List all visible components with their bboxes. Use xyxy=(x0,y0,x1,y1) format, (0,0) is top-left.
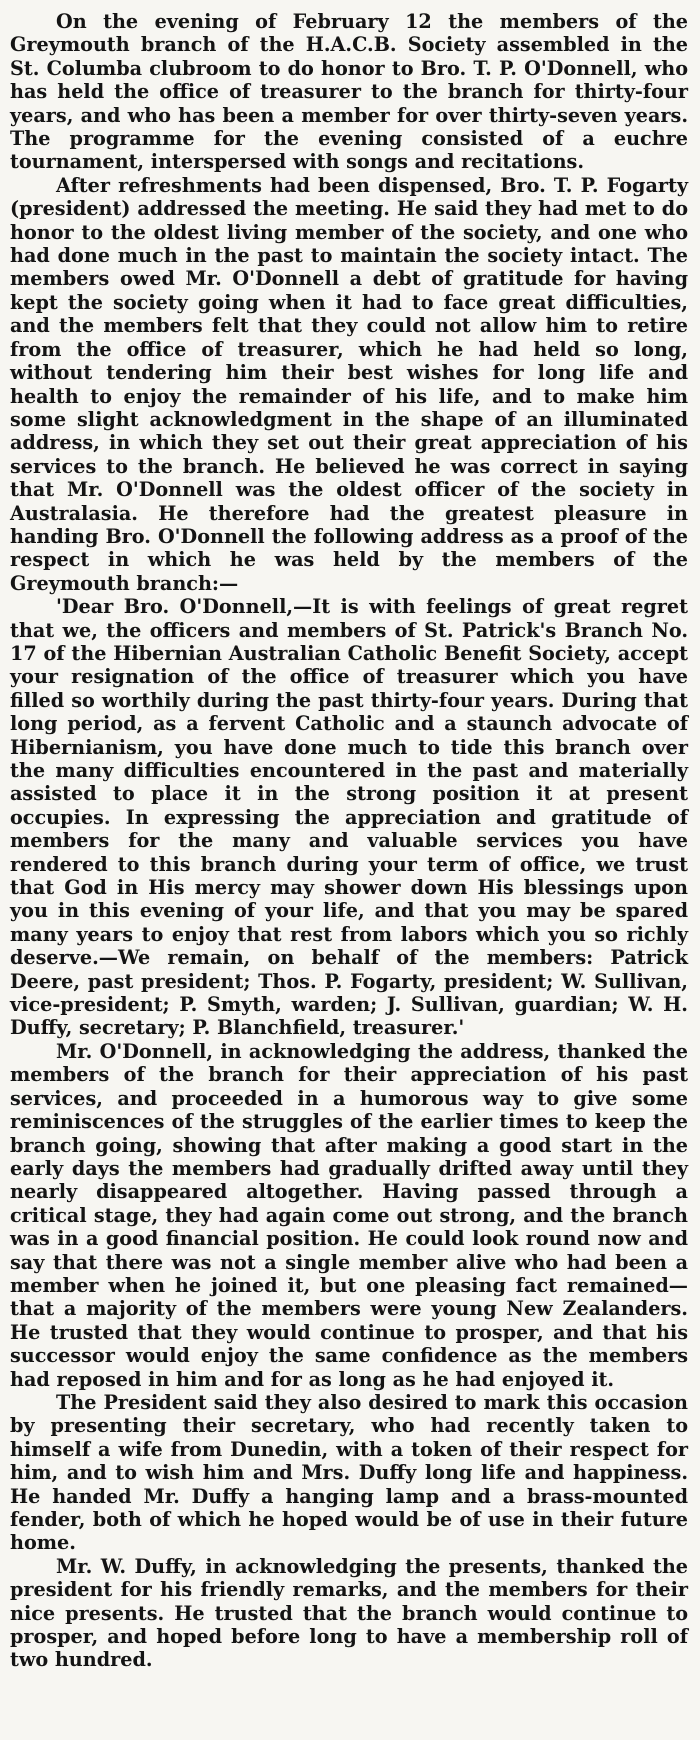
article-paragraph-secretary-presentation: The President said they also desired to mark this occasion by presenting their secretary, who had recently taken to himself a wife from Dunedin, with a token of their respect for him, and to wish him and Mrs. Duffy long life and happiness. He handed Mr. Duffy a hanging lamp and a brass-mounted fender, both of which he hoped would be of use in their future home. xyxy=(10,1390,688,1555)
article-paragraph-intro: On the evening of February 12 the members of the Greymouth branch of the H.A.C.B. Society assembled in the St. Columba clubroom to do honor to Bro. T. P. O'Donnell, who has held the office of treasurer to the branch for thirty-four years, and who has been a member for over thirty-seven years. The programme for the evening consisted of a euchre tournament, interspersed with songs and recitations. xyxy=(10,10,688,174)
article-paragraph-duffy-reply: Mr. W. Duffy, in acknowledging the presents, thanked the president for his friendly remarks, and the members for their nice presents. He trusted that the branch would continue to prosper, and hoped before long to have a membership roll of two hundred. xyxy=(10,1554,688,1672)
article-paragraph-president-speech: After refreshments had been dispensed, Bro. T. P. Fogarty (president) addressed the meeting. He said they had met to do honor to the oldest living member of the society, and one who had done much in the past to maintain the society intact. The members owed Mr. O'Donnell a debt of gratitude for having kept the society going when it had to face great difficulties, and the members felt that they could not allow him to retire from the office of treasurer, which he had held so long, without tendering him their best wishes for long life and health to enjoy the remainder of his life, and to make him some slight acknowledgment in the shape of an illuminated address, in which they set out their great appreciation of his services to the branch. He believed he was correct in saying that Mr. O'Donnell was the oldest officer of the society in Australasia. He therefore had the greatest pleasure in handing Bro. O'Donnell the following address as a proof of the respect in which he was held by the members of the Greymouth branch:— xyxy=(10,173,688,595)
article-paragraph-odonnell-reply: Mr. O'Donnell, in acknowledging the address, thanked the members of the branch for their appreciation of his past services, and proceeded in a humorous way to give some reminiscences of the struggles of the earlier times to keep the branch going, showing that after making a good start in the early days the members had gradually drifted away until they nearly disappeared altogether. Having passed through a critical stage, they had again come out strong, and the branch was in a good financial position. He could look round now and say that there was not a single member alive who had been a member when he joined it, but one pleasing fact remained—that a majority of the members were young New Zealanders. He trusted that they would continue to prosper, and that his successor would enjoy the same confidence as the members had reposed in him and for as long as he had enjoyed it. xyxy=(10,1039,688,1391)
article-paragraph-address: 'Dear Bro. O'Donnell,—It is with feelings of great regret that we, the officers and members of St. Patrick's Branch No. 17 of the Hibernian Australian Catholic Benefit Society, accept your resignation of the office of treasurer which you have filled so worthily during the past thirty-four years. During that long period, as a fervent Catholic and a staunch advocate of Hibernianism, you have done much to tide this branch over the many difficulties encountered in the past and materially assisted to place it in the strong position it at present occupies. In expressing the appreciation and gratitude of members for the many and valuable services you have rendered to this branch during your term of office, we trust that God in His mercy may shower down His blessings upon you in this evening of your life, and that you may be spared many years to enjoy that rest from labors which you so richly deserve.—We remain, on behalf of the members: Patrick Deere, past president; Thos. P. Fogarty, president; W. Sullivan, vice-president; P. Smyth, warden; J. Sullivan, guardian; W. H. Duffy, secretary; P. Blanchfield, treasurer.' xyxy=(10,595,688,1040)
